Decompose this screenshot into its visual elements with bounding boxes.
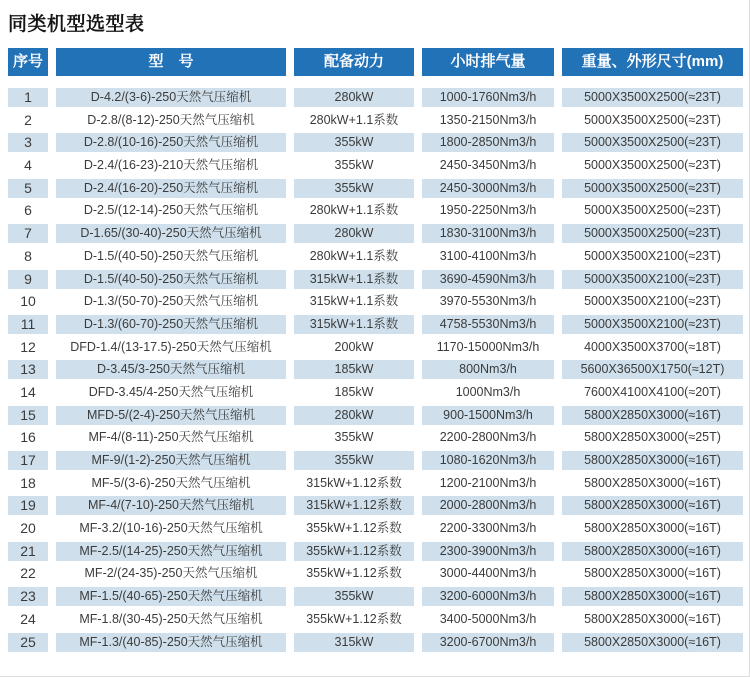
cell-dimensions: 5800X2850X3000(≈25T)	[584, 430, 721, 445]
table-row	[8, 610, 742, 629]
cell-power: 280kW+1.1系数	[309, 112, 399, 127]
table-row	[8, 633, 742, 652]
table-row	[8, 201, 742, 220]
table-row	[8, 224, 742, 243]
header-serial: 序号	[8, 48, 48, 76]
cell-dimensions: 5000X3500X2500(≈23T)	[584, 203, 721, 218]
cell-model: D-2.8/(10-16)-250天然气压缩机	[56, 133, 286, 152]
cell-displacement: 3970-5530Nm3/h	[439, 294, 537, 309]
cell-dimensions: 5000X3500X2500(≈23T)	[562, 224, 743, 243]
cell-serial: 21	[8, 542, 48, 561]
cell-model: MF-2.5/(14-25)-250天然气压缩机	[56, 542, 286, 561]
header-dimensions: 重量、外形尺寸(mm)	[562, 48, 743, 76]
table-header-row	[8, 48, 742, 76]
cell-serial: 9	[8, 270, 48, 289]
cell-dimensions: 5800X2850X3000(≈16T)	[584, 475, 721, 490]
cell-displacement: 2200-3300Nm3/h	[439, 521, 537, 536]
cell-serial: 22	[20, 565, 36, 582]
cell-dimensions: 5000X3500X2500(≈23T)	[562, 179, 743, 198]
cell-power: 355kW	[294, 179, 414, 198]
cell-power: 315kW	[294, 633, 414, 652]
cell-model: MFD-5/(2-4)-250天然气压缩机	[56, 406, 286, 425]
cell-displacement: 1950-2250Nm3/h	[439, 203, 537, 218]
cell-model: D-1.65/(30-40)-250天然气压缩机	[56, 224, 286, 243]
cell-power: 355kW	[334, 158, 374, 173]
cell-model: DFD-3.45/4-250天然气压缩机	[88, 384, 254, 399]
cell-serial: 6	[24, 202, 32, 219]
cell-power: 315kW+1.12系数	[294, 496, 414, 515]
table-row	[8, 519, 742, 538]
cell-model: MF-9/(1-2)-250天然气压缩机	[56, 451, 286, 470]
cell-model: MF-1.5/(40-65)-250天然气压缩机	[56, 587, 286, 606]
cell-displacement: 800Nm3/h	[422, 360, 554, 379]
table-body	[8, 88, 742, 652]
cell-dimensions: 4000X3500X3700(≈18T)	[584, 339, 721, 354]
cell-dimensions: 5800X2850X3000(≈16T)	[562, 542, 743, 561]
table-row	[8, 360, 742, 379]
table-row	[8, 315, 742, 334]
cell-model: D-3.45/3-250天然气压缩机	[56, 360, 286, 379]
cell-dimensions: 5000X3500X2500(≈23T)	[562, 133, 743, 152]
header-displacement: 小时排气量	[422, 48, 554, 76]
table-row	[8, 338, 742, 357]
cell-displacement: 2300-3900Nm3/h	[422, 542, 554, 561]
cell-serial: 3	[8, 133, 48, 152]
cell-serial: 8	[24, 247, 32, 264]
table-row	[8, 428, 742, 447]
cell-serial: 7	[8, 224, 48, 243]
cell-serial: 12	[20, 338, 36, 355]
cell-dimensions: 5800X2850X3000(≈16T)	[562, 406, 743, 425]
cell-serial: 14	[20, 383, 36, 400]
cell-serial: 17	[8, 451, 48, 470]
cell-model: MF-4/(8-11)-250天然气压缩机	[88, 430, 254, 445]
cell-serial: 23	[8, 587, 48, 606]
cell-serial: 24	[20, 610, 36, 627]
cell-power: 355kW	[294, 451, 414, 470]
cell-model: MF-3.2/(10-16)-250天然气压缩机	[79, 521, 263, 536]
cell-serial: 18	[20, 474, 36, 491]
cell-power: 280kW+1.1系数	[309, 203, 399, 218]
cell-displacement: 3400-5000Nm3/h	[439, 611, 537, 626]
cell-power: 280kW	[294, 88, 414, 107]
table-row	[8, 587, 742, 606]
cell-power: 355kW+1.12系数	[306, 611, 402, 626]
cell-serial: 19	[8, 496, 48, 515]
cell-model: MF-4/(7-10)-250天然气压缩机	[56, 496, 286, 515]
header-power: 配备动力	[294, 48, 414, 76]
cell-dimensions: 5000X3500X2100(≈23T)	[584, 294, 721, 309]
cell-serial: 10	[20, 293, 36, 310]
cell-power: 355kW+1.12系数	[306, 566, 402, 581]
cell-model: MF-1.8/(30-45)-250天然气压缩机	[79, 611, 263, 626]
cell-displacement: 3200-6700Nm3/h	[422, 633, 554, 652]
cell-dimensions: 5800X2850X3000(≈16T)	[562, 587, 743, 606]
cell-power: 280kW	[294, 406, 414, 425]
cell-dimensions: 5000X3500X2100(≈23T)	[562, 315, 743, 334]
cell-power: 185kW	[294, 360, 414, 379]
cell-model: MF-2/(24-35)-250天然气压缩机	[84, 566, 258, 581]
cell-model: MF-1.3/(40-85)-250天然气压缩机	[56, 633, 286, 652]
cell-displacement: 2200-2800Nm3/h	[439, 430, 537, 445]
cell-power: 315kW+1.1系数	[309, 294, 399, 309]
cell-model: MF-5/(3-6)-250天然气压缩机	[91, 475, 251, 490]
cell-model: D-2.4/(16-23)-210天然气压缩机	[83, 158, 259, 173]
cell-displacement: 2450-3450Nm3/h	[439, 158, 537, 173]
cell-power: 355kW	[334, 430, 374, 445]
table-row	[8, 406, 742, 425]
table-row	[8, 542, 742, 561]
cell-displacement: 3200-6000Nm3/h	[422, 587, 554, 606]
table-row	[8, 179, 742, 198]
cell-displacement: 4758-5530Nm3/h	[422, 315, 554, 334]
cell-model: D-1.3/(50-70)-250天然气压缩机	[83, 294, 259, 309]
table-row	[8, 247, 742, 266]
table-row	[8, 474, 742, 493]
cell-displacement: 1000Nm3/h	[455, 384, 521, 399]
cell-displacement: 1350-2150Nm3/h	[439, 112, 537, 127]
cell-displacement: 3000-4400Nm3/h	[439, 566, 537, 581]
cell-model: D-2.8/(8-12)-250天然气压缩机	[87, 112, 255, 127]
cell-model: D-2.4/(16-20)-250天然气压缩机	[56, 179, 286, 198]
cell-power: 200kW	[334, 339, 374, 354]
header-model: 型 号	[56, 48, 286, 76]
cell-dimensions: 5800X2850X3000(≈16T)	[562, 496, 743, 515]
cell-serial: 13	[8, 360, 48, 379]
cell-serial: 2	[24, 111, 32, 128]
cell-power: 280kW	[294, 224, 414, 243]
cell-model: DFD-1.4/(13-17.5)-250天然气压缩机	[70, 339, 272, 354]
cell-displacement: 1800-2850Nm3/h	[422, 133, 554, 152]
cell-model: D-1.5/(40-50)-250天然气压缩机	[56, 270, 286, 289]
cell-displacement: 900-1500Nm3/h	[422, 406, 554, 425]
table-row	[8, 88, 742, 107]
table-row	[8, 133, 742, 152]
cell-dimensions: 5000X3500X2500(≈23T)	[562, 88, 743, 107]
cell-power: 185kW	[334, 384, 374, 399]
cell-displacement: 1830-3100Nm3/h	[422, 224, 554, 243]
page-title: 同类机型选型表	[8, 14, 145, 35]
table-row	[8, 496, 742, 515]
cell-dimensions: 5000X3500X2500(≈23T)	[584, 112, 721, 127]
cell-serial: 4	[24, 157, 32, 174]
cell-power: 355kW	[294, 133, 414, 152]
cell-displacement: 1200-2100Nm3/h	[439, 475, 537, 490]
cell-displacement: 2450-3000Nm3/h	[422, 179, 554, 198]
table-row	[8, 292, 742, 311]
cell-dimensions: 5000X3500X2100(≈23T)	[584, 248, 721, 263]
cell-power: 355kW	[294, 587, 414, 606]
cell-dimensions: 5800X2850X3000(≈16T)	[562, 451, 743, 470]
cell-dimensions: 5800X2850X3000(≈16T)	[584, 521, 721, 536]
cell-power: 315kW+1.12系数	[306, 475, 402, 490]
cell-displacement: 1000-1760Nm3/h	[422, 88, 554, 107]
cell-dimensions: 5800X2850X3000(≈16T)	[584, 611, 721, 626]
cell-displacement: 1080-1620Nm3/h	[422, 451, 554, 470]
cell-serial: 11	[8, 315, 48, 334]
cell-serial: 1	[8, 88, 48, 107]
table-row	[8, 383, 742, 402]
cell-dimensions: 5000X3500X2500(≈23T)	[584, 158, 721, 173]
cell-dimensions: 5000X3500X2100(≈23T)	[562, 270, 743, 289]
cell-model: D-4.2/(3-6)-250天然气压缩机	[56, 88, 286, 107]
cell-dimensions: 5600X36500X1750(≈12T)	[562, 360, 743, 379]
table-row	[8, 156, 742, 175]
cell-model: D-1.5/(40-50)-250天然气压缩机	[83, 248, 259, 263]
model-selection-table	[8, 48, 742, 652]
cell-dimensions: 7600X4100X4100(≈20T)	[584, 384, 721, 399]
table-row	[8, 451, 742, 470]
cell-power: 280kW+1.1系数	[309, 248, 399, 263]
cell-power: 315kW+1.1系数	[294, 315, 414, 334]
cell-serial: 16	[20, 429, 36, 446]
cell-displacement: 3100-4100Nm3/h	[439, 248, 537, 263]
cell-serial: 5	[8, 179, 48, 198]
cell-displacement: 3690-4590Nm3/h	[422, 270, 554, 289]
table-row	[8, 270, 742, 289]
cell-dimensions: 5800X2850X3000(≈16T)	[584, 566, 721, 581]
table-row	[8, 111, 742, 130]
table-row	[8, 564, 742, 583]
cell-displacement: 1170-15000Nm3/h	[436, 339, 540, 354]
cell-power: 355kW+1.12系数	[294, 542, 414, 561]
cell-displacement: 2000-2800Nm3/h	[422, 496, 554, 515]
cell-model: D-1.3/(60-70)-250天然气压缩机	[56, 315, 286, 334]
cell-dimensions: 5800X2850X3000(≈16T)	[562, 633, 743, 652]
cell-serial: 25	[8, 633, 48, 652]
cell-serial: 15	[8, 406, 48, 425]
cell-power: 315kW+1.1系数	[294, 270, 414, 289]
cell-serial: 20	[20, 520, 36, 537]
cell-model: D-2.5/(12-14)-250天然气压缩机	[83, 203, 259, 218]
cell-power: 355kW+1.12系数	[306, 521, 402, 536]
